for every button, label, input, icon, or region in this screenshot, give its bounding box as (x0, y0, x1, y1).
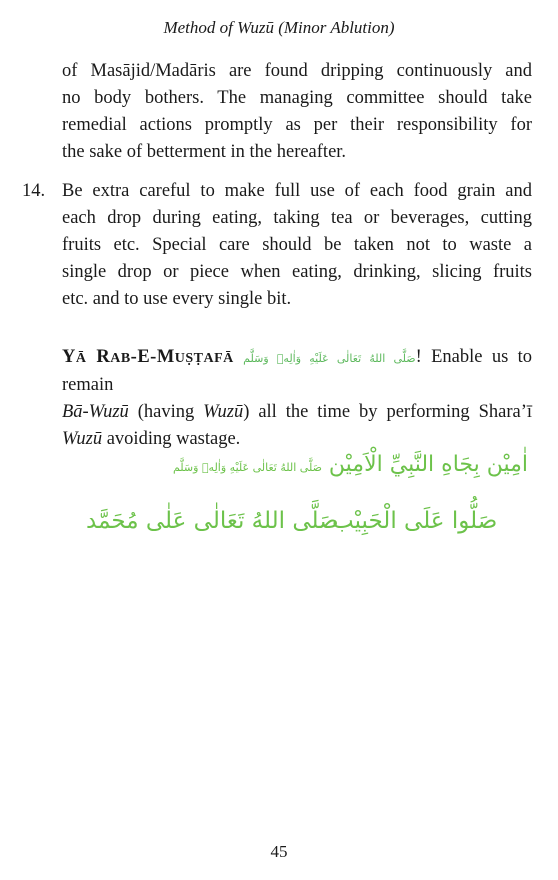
dua-line1-rest: ! Enable us to remain (62, 347, 533, 395)
paragraph-continuation (62, 58, 532, 166)
ameen-line (173, 452, 528, 477)
title-part: R (86, 347, 111, 367)
ameen-salawat: صَلَّى اللهُ تَعَالٰى عَلَيْهِ وَاٰلِهٖ وَسَلَّم (172, 461, 322, 474)
italic-term: Wuzū (62, 429, 103, 449)
title-part: AB (110, 351, 131, 366)
dua-title (62, 347, 234, 367)
paragraph-line: of Masājid/Madāris are found dripping continuously and (62, 61, 532, 81)
text-run: avoiding wastage. (102, 429, 241, 449)
text-run: ) all the time by performing Shara’ī (243, 402, 533, 422)
list-item-line: fruits etc. Special care should be taken not to waste a (62, 235, 532, 255)
list-item-line: etc. and to use every single bit. (62, 289, 292, 309)
salawat-inline: صَلَّى اللهُ تَعَالٰى عَلَيْهِ وَاٰلِهٖ وَسَلَّم (243, 352, 416, 365)
durood-sallu: صَلُّوا عَلَى الْحَبِيْب (332, 508, 498, 534)
paragraph-line: the sake of betterment in the hereafter. (62, 142, 347, 162)
list-item-14 (62, 178, 532, 313)
page-header: Method of Wuzū (Minor Ablution) (163, 18, 395, 37)
paragraph-line: remedial actions promptly as per their responsibility for (62, 115, 532, 135)
title-part: Ā (75, 351, 87, 366)
list-item-number: 14. (22, 181, 46, 201)
italic-term: Bā-Wuzū (62, 402, 129, 422)
title-part: Y (62, 347, 76, 367)
dua-line-2 (62, 399, 532, 426)
list-item-line: single drop or piece when eating, drinking, slicing fruits (62, 262, 532, 282)
text-run: (having (128, 402, 204, 422)
dua-line-1 (62, 344, 532, 399)
ameen-text: اٰمِيْن بِجَاهِ النَّبِيِّ الْاَمِيْن (328, 452, 528, 477)
list-item-line: each drop during eating, taking tea or beverages, cutting (62, 208, 532, 228)
italic-term: Wuzū (203, 402, 244, 422)
list-item-line: Be extra careful to make full use of each food grain and (62, 181, 532, 201)
page-number: 45 (270, 842, 288, 861)
title-part: -E-M (130, 347, 175, 367)
paragraph-line: no body bothers. The managing committee should take (62, 88, 532, 108)
dua-line-3 (62, 426, 532, 453)
dua-paragraph (62, 344, 532, 453)
title-part: UṢṬAFĀ (174, 351, 234, 366)
durood-salla: صَلَّى اللهُ تَعَالٰى عَلٰى مُحَمَّد (86, 508, 339, 534)
